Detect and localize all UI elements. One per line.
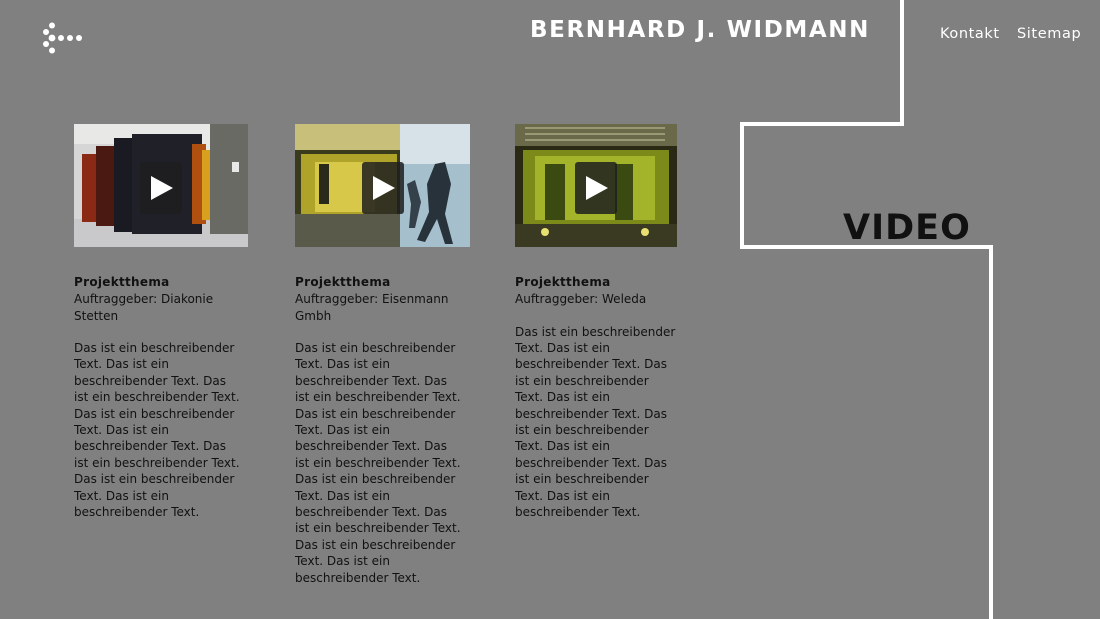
video-thumbnail[interactable] bbox=[515, 124, 677, 247]
dots-arrow-logo-icon bbox=[42, 22, 86, 54]
frame-line-upper bbox=[742, 0, 991, 619]
play-button[interactable] bbox=[575, 162, 617, 214]
project-description: Das ist ein beschreibender Text. Das ist ein beschreibender Text. Das ist ein beschreibender Text. Das ist ein beschreibender Text. Das ist ein beschreibender Text. Das ist ein beschreibender Text. Das ist ein beschreibender Text. Das ist ein beschreibender Text. Das ist ein beschreibender Text. Das ist ein beschreibender Text. Das ist ein beschreibender Text. bbox=[295, 341, 461, 585]
video-thumbnail[interactable] bbox=[295, 124, 470, 247]
site-logo[interactable] bbox=[42, 22, 86, 54]
play-icon bbox=[373, 176, 395, 200]
play-icon bbox=[586, 176, 608, 200]
project-client: Auftraggeber: Eisenmann Gmbh bbox=[295, 292, 449, 323]
project-title: Projektthema bbox=[515, 275, 611, 289]
section-title: VIDEO bbox=[843, 208, 971, 248]
project-card bbox=[295, 124, 473, 586]
project-card bbox=[74, 124, 252, 520]
project-description: Das ist ein beschreibender Text. Das ist ein beschreibender Text. Das ist ein beschreibender Text. Das ist ein beschreibender Text. Das ist ein beschreibender Text. Das ist ein beschreibender Text. Das ist ein beschreibender Text. Das ist ein beschreibender Text. bbox=[515, 324, 676, 519]
play-button[interactable] bbox=[362, 162, 404, 214]
project-title: Projektthema bbox=[295, 275, 391, 289]
project-client: Auftraggeber: Diakonie Stetten bbox=[74, 292, 214, 323]
nav-link-sitemap[interactable]: Sitemap bbox=[1017, 26, 1082, 42]
project-card bbox=[515, 124, 685, 520]
project-client: Auftraggeber: Weleda bbox=[515, 292, 647, 306]
project-title: Projektthema bbox=[74, 275, 170, 289]
play-button[interactable] bbox=[140, 162, 182, 214]
site-title: BERNHARD J. WIDMANN bbox=[530, 17, 870, 43]
nav-link-kontakt[interactable]: Kontakt bbox=[940, 26, 1000, 42]
project-description: Das ist ein beschreibender Text. Das ist ein beschreibender Text. Das ist ein beschreibender Text. Das ist ein beschreibender Text. Das ist ein beschreibender Text. Das ist ein beschreibender Text. Das ist ein beschreibender Text. Das ist ein beschreibender Text. bbox=[74, 341, 240, 520]
video-thumbnail[interactable] bbox=[74, 124, 248, 247]
play-icon bbox=[151, 176, 173, 200]
